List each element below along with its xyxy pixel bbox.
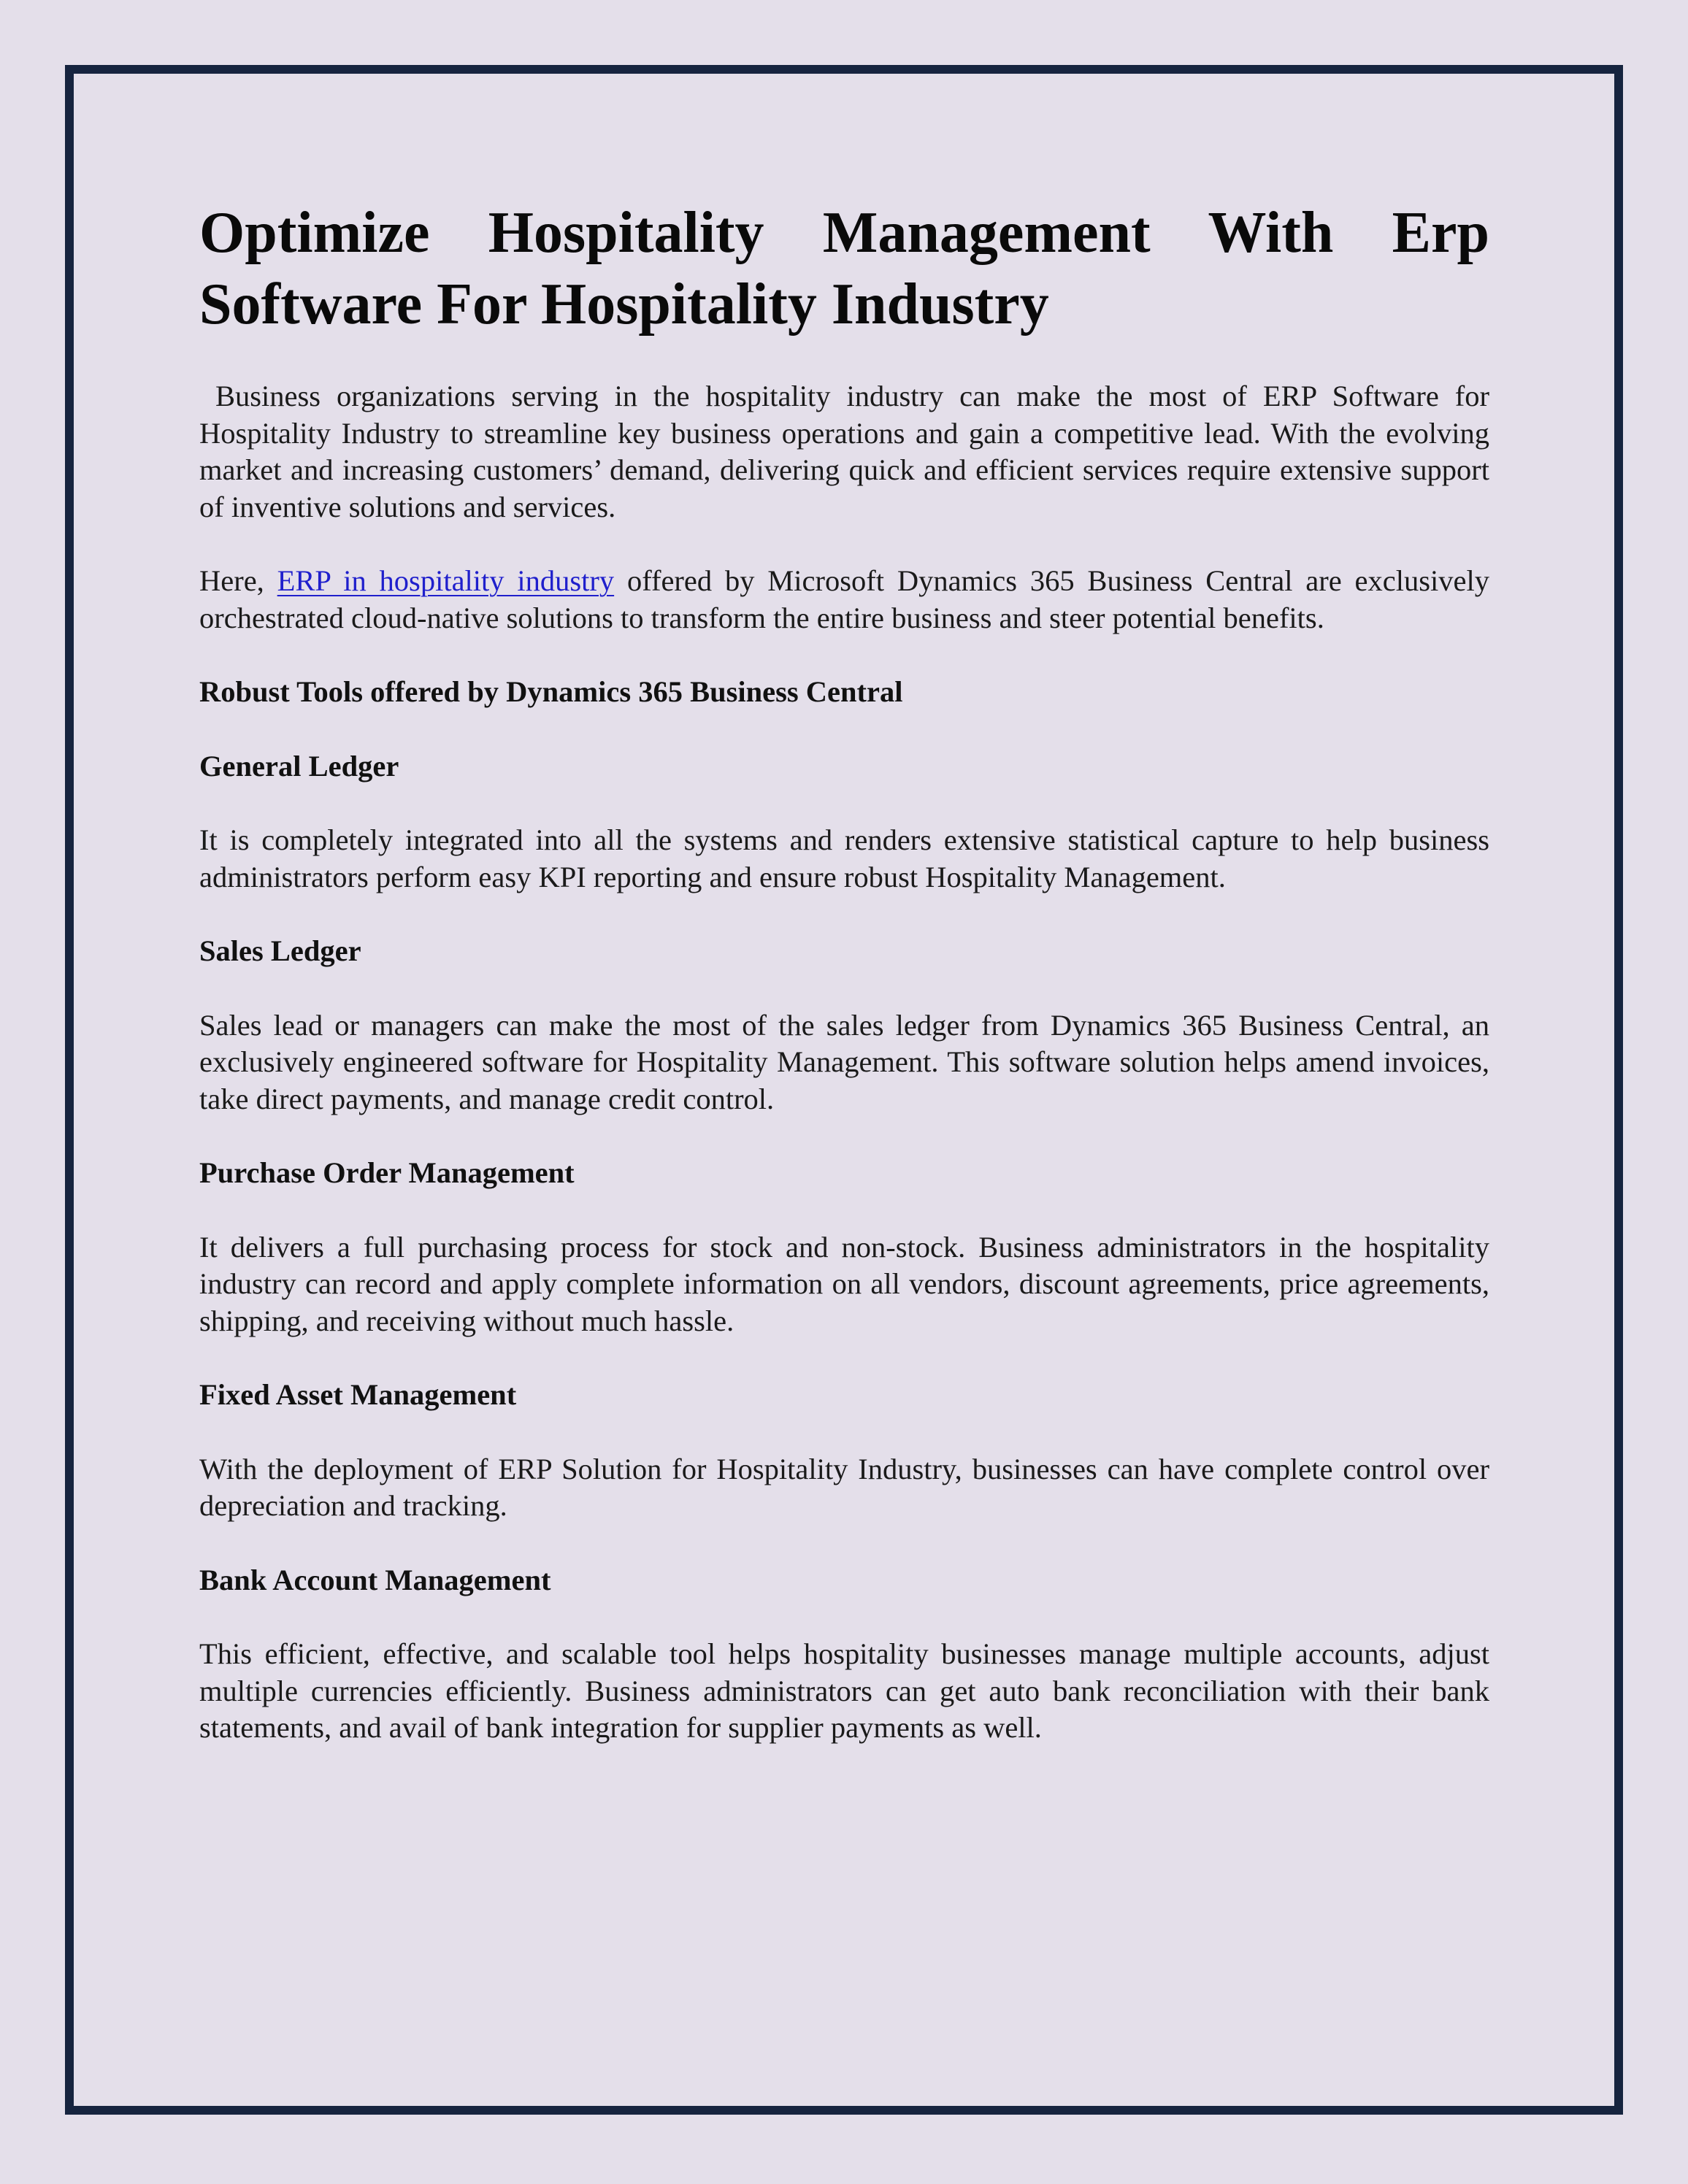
general-ledger-text: It is completely integrated into all the systems and renders extensive statistical capture to help business administrators perform easy KPI reporting and ensure robust Hospitality Management. [199,823,1489,893]
bank-account-heading: Bank Account Management [199,1563,551,1596]
para2-rest: offered by Microsoft Dynamics 365 Business Central are exclusively orchestrated cloud-native solutions to transform the entire business and steer potential benefits. [199,564,1490,634]
fixed-asset-heading: Fixed Asset Management [199,1378,517,1411]
intro-paragraph: Business organizations serving in the hospitality industry can make the most of ERP Software for Hospitality Industry to streamline key business operations and gain a competitive lead. With the evolving market and increasing customers’ demand, delivering quick and efficient services require extensive support of inventive solutions and services. [199,380,1497,523]
erp-link-paragraph [199,563,1489,637]
document-body [199,197,1497,1747]
purchase-order-heading: Purchase Order Management [199,1156,575,1189]
para2-lead: Here, [199,564,277,597]
sales-ledger-heading: Sales Ledger [199,934,361,967]
tools-heading: Robust Tools offered by Dynamics 365 Business Central [199,675,903,708]
purchase-order-text: It delivers a full purchasing process for stock and non-stock. Business administrators in the hospitality industry can record and apply complete information on all vendors, discount agreements, price agreements, shipping, and receiving without much hassle. [199,1230,1489,1337]
page-title: Optimize Hospitality Management With Erp Software For Hospitality Industry [199,201,1489,337]
sales-ledger-text: Sales lead or managers can make the most of the sales ledger from Dynamics 365 Business Central, an exclusively engineered software for Hospitality Management. This software solution helps amend invoices, take direct payments, and manage credit control. [199,1008,1489,1115]
general-ledger-heading: General Ledger [199,749,399,783]
bank-account-text: This efficient, effective, and scalable tool helps hospitality businesses manage multiple accounts, adjust multiple currencies efficiently. Business administrators can get auto bank reconciliation with their bank statements, and avail of bank integration for supplier payments as well. [199,1637,1489,1744]
erp-hospitality-link[interactable]: ERP in hospitality industry [277,564,615,597]
fixed-asset-text: With the deployment of ERP Solution for Hospitality Industry, businesses can have complete control over depreciation and tracking. [199,1452,1489,1522]
